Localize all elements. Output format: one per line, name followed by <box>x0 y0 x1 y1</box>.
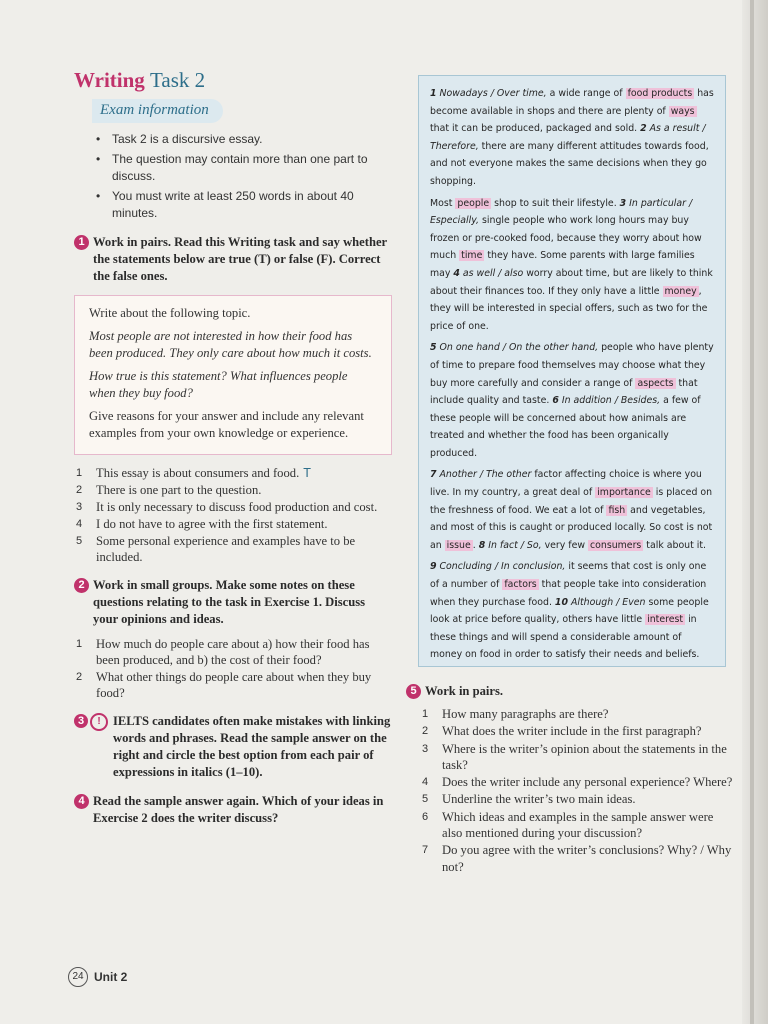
item-number: 7 <box>422 844 429 857</box>
item-number: 2 <box>76 671 83 683</box>
page-footer <box>68 967 127 987</box>
exercise-4-text: Read the sample answer again. Which of your ideas in Exercise 2 does the writer discuss? <box>93 794 384 825</box>
exercise-2-text: Work in small groups. Make some notes on these questions relating to the task in Exercise 1. Discuss your opinions and ideas. <box>93 578 366 626</box>
exercise-4-instruction <box>74 793 392 827</box>
highlighted-word: factors <box>504 579 537 591</box>
option-number: 1 <box>430 88 437 99</box>
exercise-number-badge: 1 <box>74 235 89 250</box>
item-text: How many paragraphs are there? <box>442 707 609 721</box>
highlighted-word: people <box>457 197 490 209</box>
item-text: Do you agree with the writer’s conclusions? Why? / Why not? <box>442 843 732 874</box>
statement-item <box>74 482 392 498</box>
linking-options: Another / The other <box>439 469 532 481</box>
common-mistake-icon: ! <box>90 713 108 731</box>
highlighted-word: issue <box>446 539 471 551</box>
essay-text: and vegetables, and most of this is caught or produced locally. So cost is not an <box>430 504 713 551</box>
item-text: Where is the writer’s opinion about the statements in the task? <box>442 741 727 772</box>
exam-info-bullets <box>96 131 392 222</box>
title-writing: Writing <box>74 68 145 92</box>
statement-item <box>74 516 392 532</box>
essay-text: shop to suit their lifestyle. <box>491 197 620 209</box>
option-number: 8 <box>478 539 486 551</box>
question-item <box>420 791 736 807</box>
writing-task-box <box>74 295 392 455</box>
item-number: 4 <box>422 776 429 789</box>
item-text: This essay is about consumers and food. <box>96 466 300 480</box>
essay-text: has become available in shops and there are plenty of <box>430 88 714 117</box>
sample-answer-box <box>418 75 726 667</box>
highlighted-word: consumers <box>590 539 642 551</box>
essay-text: there are many different attitudes towards food, and not everyone makes the same decisions when they go shopping. <box>430 140 709 187</box>
topic-question: How true is this statement? What influences people when they buy food? <box>89 369 348 400</box>
option-number: 6 <box>552 395 559 407</box>
essay-text: some people look at price before quality, others have little <box>430 596 709 626</box>
highlighted-word: interest <box>647 614 684 626</box>
exercise-1-instruction <box>74 234 392 285</box>
item-number: 1 <box>76 467 83 479</box>
exercise-number-badge: 3 <box>74 714 88 728</box>
topic-intro: Write about the following topic. <box>89 306 251 320</box>
exercise-5-questions <box>420 706 736 875</box>
essay-text: that it can be produced, packaged and sold. <box>430 123 641 135</box>
essay-text: a wide range of <box>546 88 626 99</box>
statement-item <box>74 465 392 481</box>
item-text: What does the writer include in the first paragraph? <box>442 724 702 739</box>
item-text: How much do people care about a) how their food has been produced, and b) the cost of their food? <box>96 637 370 667</box>
exercise-number-badge: 2 <box>74 578 89 593</box>
option-number: 4 <box>453 267 460 279</box>
item-number: 1 <box>76 638 83 650</box>
title-task: Task 2 <box>150 68 206 92</box>
essay-text: in these things and will spend a considerable amount of money on food in order to satisfy their needs and beliefs. <box>430 614 700 661</box>
item-number: 3 <box>422 742 429 755</box>
item-number: 5 <box>422 793 429 806</box>
exercise-number-badge: 5 <box>406 684 421 699</box>
linking-options: On one hand / On the other hand, <box>439 342 599 354</box>
essay-text: they have. Some parents with large families may <box>430 250 695 279</box>
exercise-1-statements <box>74 465 392 565</box>
linking-options: As a result / Therefore, <box>430 123 706 152</box>
option-number: 2 <box>640 123 647 135</box>
essay-text: Most <box>430 197 456 209</box>
essay-text: . <box>472 539 479 551</box>
item-number: 1 <box>422 708 429 720</box>
item-text: Which ideas and examples in the sample answer were also mentioned during your discussion? <box>442 809 714 841</box>
option-number: 10 <box>554 596 568 608</box>
item-text: Some personal experience and examples have to be included. <box>96 534 356 564</box>
item-number: 2 <box>76 484 83 496</box>
right-lower-column <box>406 683 736 876</box>
question-item <box>420 809 736 842</box>
exam-bullet: • Task 2 is a discursive essay. <box>96 131 392 148</box>
essay-text: is placed on the freshness of food. We eat a lot of <box>430 487 713 516</box>
essay-paragraph <box>430 195 715 336</box>
topic-reasons: Give reasons for your answer and include any relevant examples from your own knowledge or experience. <box>89 409 364 440</box>
item-text: Underline the writer’s two main ideas. <box>442 792 636 807</box>
linking-options: Nowadays / Over time, <box>439 88 547 99</box>
question-item <box>420 774 736 790</box>
exercise-2-questions <box>74 636 392 701</box>
exercise-number-badge: 4 <box>74 794 89 809</box>
handwritten-answer: T <box>303 466 311 480</box>
item-text: It is only necessary to discuss food production and cost. <box>96 500 378 514</box>
essay-paragraph <box>430 558 715 664</box>
essay-text: single people who work long hours may buy frozen or pre-cooked food, because they worry about how much <box>430 215 702 262</box>
essay-paragraph <box>430 85 715 191</box>
question-item <box>420 842 736 875</box>
question-item <box>420 706 736 722</box>
essay-text: worry about time, but are likely to think about their finances too. If they only have a little <box>430 267 713 297</box>
item-number: 5 <box>76 535 83 547</box>
item-number: 2 <box>422 725 429 738</box>
option-number: 9 <box>430 561 437 573</box>
essay-text: factor affecting choice is where you live. In my country, a great deal of <box>430 469 702 499</box>
left-column <box>74 68 392 827</box>
page-edge-shadow <box>742 0 768 1024</box>
question-item <box>74 636 392 668</box>
section-title <box>74 68 392 93</box>
item-number: 3 <box>76 501 83 513</box>
essay-text: , they will be interested in special offers, such as two for the price of one. <box>430 285 708 332</box>
item-text: There is one part to the question. <box>96 483 262 497</box>
option-number: 7 <box>430 469 437 481</box>
linking-options: In fact / So, <box>488 539 542 551</box>
exercise-1-text: Work in pairs. Read this Writing task and say whether the statements below are true (T) or false (F). Correct the false ones. <box>93 235 387 283</box>
page-number: 24 <box>68 967 88 987</box>
exercise-2-instruction <box>74 577 392 628</box>
question-item <box>74 669 392 701</box>
highlighted-word: food products <box>627 88 693 99</box>
exercise-3-text: IELTS candidates often make mistakes with linking words and phrases. Read the sample answer on the right and circle the best option from each pair of expressions in italics (1–10). <box>113 714 391 779</box>
essay-paragraph <box>430 466 715 554</box>
statement-item <box>74 499 392 515</box>
essay-text: that include quality and taste. <box>430 377 698 407</box>
item-number: 6 <box>422 810 429 823</box>
item-number: 4 <box>76 518 83 530</box>
item-text: Does the writer include any personal experience? Where? <box>442 775 733 790</box>
essay-text: it seems that cost is only one of a number of <box>430 561 707 591</box>
book-spine <box>750 0 754 1024</box>
essay-paragraph <box>430 339 715 462</box>
essay-text: talk about it. <box>643 539 707 551</box>
highlighted-word: money <box>664 285 697 297</box>
item-text: What other things do people care about when they buy food? <box>96 670 372 700</box>
exam-bullet: • The question may contain more than one part to discuss. <box>96 151 392 185</box>
exercise-5-instruction <box>406 683 736 700</box>
option-number: 3 <box>619 197 627 209</box>
highlighted-word: time <box>461 250 483 262</box>
question-item <box>420 741 736 774</box>
exercise-3-instruction <box>74 713 392 781</box>
highlighted-word: fish <box>608 504 626 516</box>
option-number: 5 <box>430 342 437 354</box>
essay-text: people who have plenty of time to prepare food themselves may choose what they buy more carefully and consider a range of <box>430 342 714 389</box>
unit-label: Unit 2 <box>94 970 128 984</box>
highlighted-word: importance <box>597 487 651 499</box>
question-item <box>420 723 736 739</box>
linking-options: Concluding / In conclusion, <box>439 561 566 573</box>
topic-statement: Most people are not interested in how their food has been produced. They only care about how much it costs. <box>89 329 372 360</box>
exam-bullet: • You must write at least 250 words in about 40 minutes. <box>96 188 392 222</box>
essay-text: very few <box>541 539 589 551</box>
statement-item <box>74 533 392 565</box>
exam-information-label: Exam information <box>92 99 223 123</box>
linking-options: In addition / Besides, <box>561 395 661 407</box>
linking-options: Although / Even <box>570 596 646 608</box>
highlighted-word: aspects <box>637 377 674 389</box>
item-text: I do not have to agree with the first statement. <box>96 517 328 531</box>
exercise-5-text: Work in pairs. <box>425 684 504 698</box>
linking-options: as well / also <box>462 267 524 279</box>
essay-text: a few of these people will be concerned about how animals are treated and whether the food has been organically produced. <box>430 395 701 459</box>
linking-options: In particular / Especially, <box>430 197 693 227</box>
essay-text: that people take into consideration when they purchase food. <box>430 579 707 608</box>
highlighted-word: ways <box>670 105 695 117</box>
